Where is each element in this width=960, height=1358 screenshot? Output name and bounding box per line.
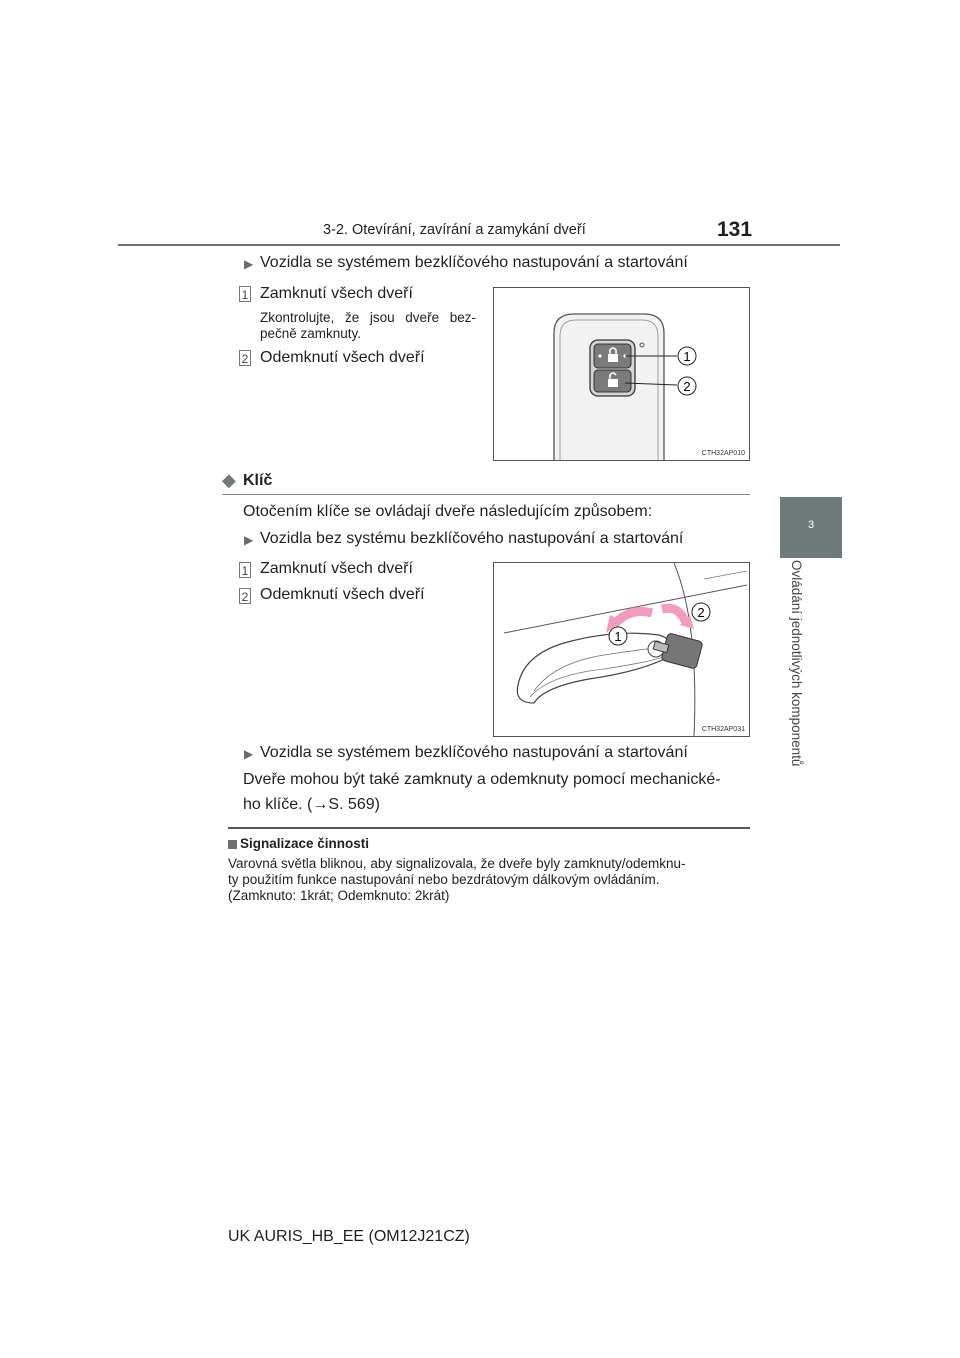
callout-1: 1: [683, 349, 691, 364]
item-lock-note-text: Zkontrolujte, že jsou dveře bez-pečně zamknuty.: [260, 310, 476, 341]
item-number-2: 2: [239, 350, 251, 366]
header-divider: [118, 244, 840, 246]
subheading-no-smart-entry: Vozidla bez systému bezklíčového nastupování a startování: [260, 530, 684, 547]
key-intro-text: Otočením klíče se ovládají dveře následujícím způsobem:: [243, 503, 653, 520]
item-lock-note: [260, 310, 476, 342]
item-number-1: 1: [239, 286, 251, 302]
subheading-smart-entry-2: Vozidla se systémem bezklíčového nastupování a startování: [260, 744, 688, 761]
signal-text-3: (Zamknuto: 1krát; Odemknuto: 2krát): [228, 888, 450, 903]
door-key-illustration: [494, 563, 749, 736]
arrow-bullet-icon: ▶: [244, 533, 254, 547]
note-divider: [228, 827, 750, 829]
key-item-unlock-all: Odemknutí všech dveří: [260, 586, 425, 603]
arrow-bullet-icon: ▶: [244, 747, 254, 761]
header-section-title: 3-2. Otevírání, zavírání a zamykání dveří: [323, 222, 586, 238]
key-item-lock-all: Zamknutí všech dveří: [260, 560, 413, 577]
smart-key-illustration: [494, 288, 749, 460]
chapter-title-vertical: [786, 560, 806, 810]
arrow-bullet-icon: ▶: [244, 257, 254, 271]
callout-2: 2: [697, 605, 705, 620]
figure-smart-key: [493, 287, 750, 461]
figure-door-key: [493, 562, 750, 737]
footer-model: UK AURIS_HB_EE (OM12J21CZ): [228, 1228, 470, 1245]
section-heading-key: Klíč: [243, 472, 273, 489]
square-bullet-icon: [228, 840, 237, 849]
chapter-number: 3: [807, 519, 815, 531]
item-lock-all: Zamknutí všech dveří: [260, 285, 413, 302]
section-divider: [222, 494, 750, 495]
figure-code: CTH32AP031: [701, 726, 745, 733]
chapter-title: Ovládání jednotlivých komponentů: [789, 560, 804, 767]
page-number: 131: [717, 218, 753, 241]
item-number-2: 2: [239, 588, 251, 604]
mechanical-key-text-2: ho klíče. (→S. 569): [243, 796, 380, 813]
signal-text-2: ty použitím funkce nastupování nebo bezdrátovým dálkovým ovládáním.: [228, 872, 660, 887]
callout-1: 1: [614, 629, 622, 644]
mechanical-key-text-1: Dveře mohou být také zamknuty a odemknuty pomocí mechanické-: [243, 771, 721, 788]
item-unlock-all: Odemknutí všech dveří: [260, 349, 425, 366]
signal-heading: Signalizace činnosti: [240, 836, 370, 851]
callout-2: 2: [683, 379, 691, 394]
diamond-icon: ◆: [222, 470, 236, 490]
signal-text-1: Varovná světla bliknou, aby signalizovala, že dveře byly zamknuty/odemknu-: [228, 856, 686, 871]
subheading-smart-entry: Vozidla se systémem bezklíčového nastupování a startování: [260, 254, 688, 271]
item-number-1: 1: [239, 562, 251, 578]
figure-code: CTH32AP010: [701, 450, 745, 457]
